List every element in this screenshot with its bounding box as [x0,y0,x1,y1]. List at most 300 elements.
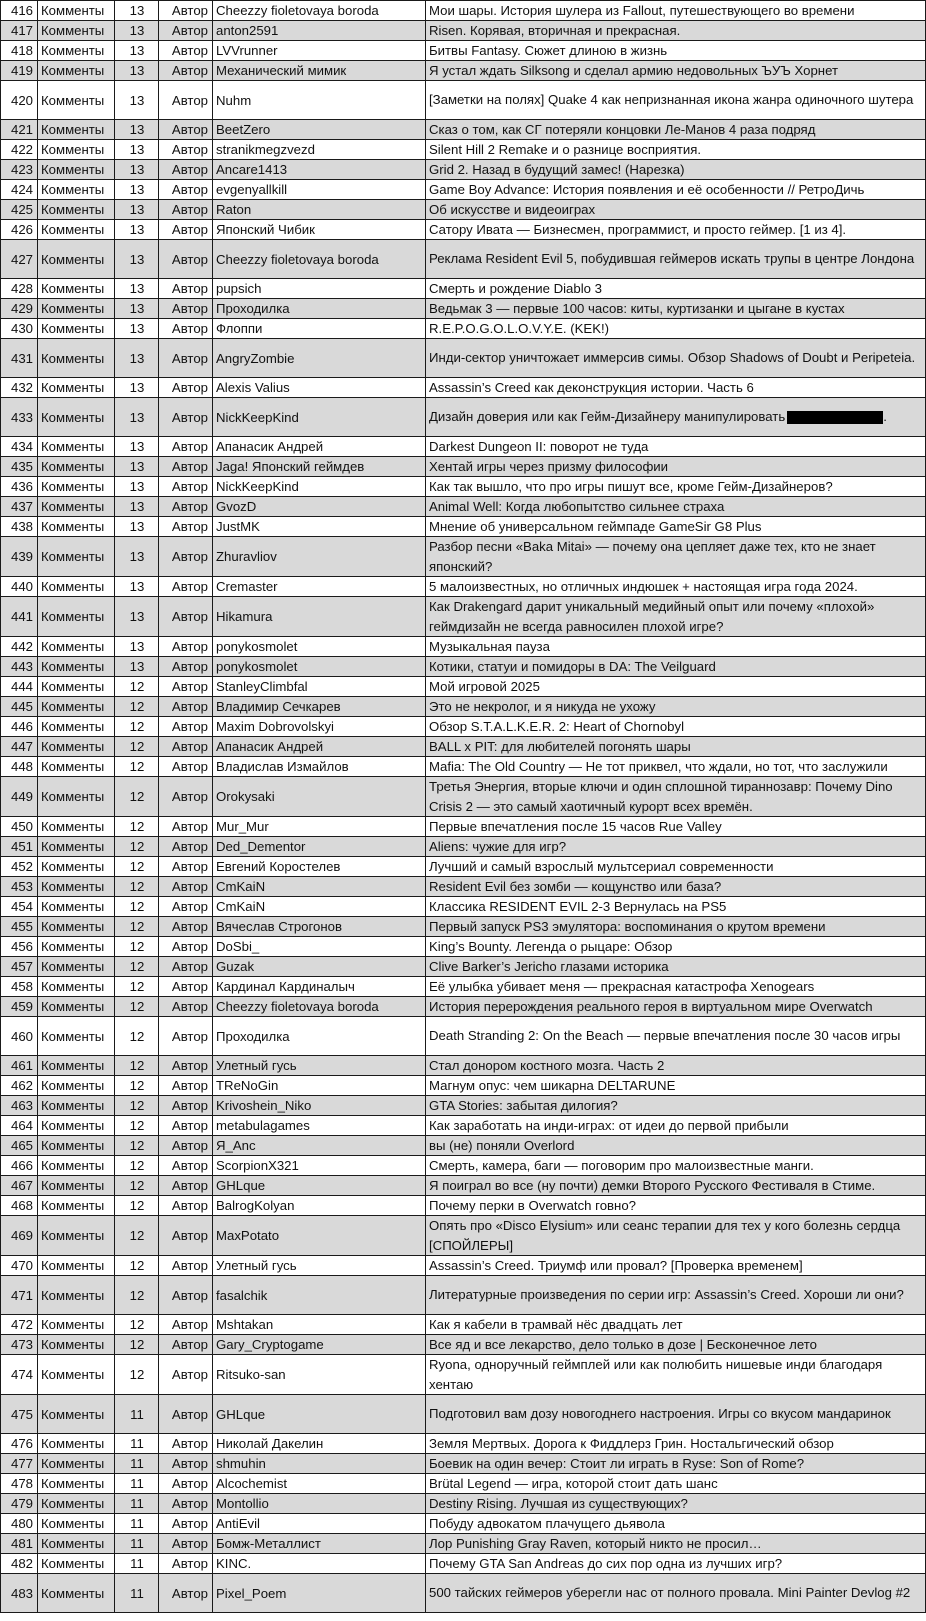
author-cell: Alcochemist [213,1474,426,1494]
rank-number: 482 [1,1554,38,1574]
table-row [1,240,926,279]
title-text: Почему перки в Overwatch говно? [429,1198,636,1213]
count-cell: 13 [115,537,159,577]
title-cell [426,837,926,857]
title-text: Resident Evil без зомби — кощунство или база? [429,879,722,894]
role-cell: Автор [159,1116,213,1136]
title-cell [426,637,926,657]
title-text: Mafia: The Old Country — Не тот приквел, что ждали, но тот, что заслужили [429,759,888,774]
category-cell: Комменты [38,757,115,777]
category-cell: Комменты [38,1136,115,1156]
author-cell: Maxim Dobrovolskyi [213,717,426,737]
table-row [1,1116,926,1136]
rank-number: 425 [1,200,38,220]
title-text: 5 малоизвестных, но отличных индюшек + настоящая игра года 2024. [429,579,858,594]
title-text: Смерть, камера, баги — поговорим про малоизвестные манги. [429,1158,814,1173]
author-cell: Cremaster [213,577,426,597]
author-cell: Флоппи [213,319,426,339]
role-cell: Автор [159,1196,213,1216]
rank-number: 449 [1,777,38,817]
count-cell: 11 [115,1494,159,1514]
category-cell: Комменты [38,837,115,857]
title-cell [426,697,926,717]
author-cell: ponykosmolet [213,657,426,677]
table-row [1,200,926,220]
category-cell: Комменты [38,517,115,537]
title-text: Почему GTA San Andreas до сих пор одна из лучших игр? [429,1556,783,1571]
count-cell: 11 [115,1574,159,1613]
table-row [1,1156,926,1176]
title-cell [426,1076,926,1096]
count-cell: 13 [115,200,159,220]
title-text: Побуду адвокатом плачущего дьявола [429,1516,666,1531]
rank-number: 451 [1,837,38,857]
title-cell [426,279,926,299]
table-row [1,81,926,120]
category-cell: Комменты [38,917,115,937]
title-cell [426,1216,926,1256]
role-cell: Автор [159,997,213,1017]
title-text: Котики, статуи и помидоры в DA: The Veilguard [429,659,716,674]
rank-number: 416 [1,1,38,21]
author-cell: Cheezzy fioletovaya boroda [213,240,426,279]
category-cell: Комменты [38,1494,115,1514]
table-row [1,597,926,637]
author-cell: GHLque [213,1176,426,1196]
author-cell: pupsich [213,279,426,299]
count-cell: 12 [115,1156,159,1176]
author-cell: AntiEvil [213,1514,426,1534]
role-cell: Автор [159,637,213,657]
table-row [1,957,926,977]
category-cell: Комменты [38,717,115,737]
title-cell [426,180,926,200]
role-cell: Автор [159,1176,213,1196]
title-cell [426,1395,926,1434]
author-cell: Raton [213,200,426,220]
title-cell [426,398,926,437]
title-text: Мой игровой 2025 [429,679,540,694]
count-cell: 13 [115,1,159,21]
count-cell: 12 [115,717,159,737]
count-cell: 11 [115,1395,159,1434]
title-cell [426,677,926,697]
author-cell: Ritsuko-san [213,1355,426,1395]
role-cell: Автор [159,877,213,897]
rank-number: 428 [1,279,38,299]
author-cell: Улетный гусь [213,1256,426,1276]
category-cell: Комменты [38,1454,115,1474]
category-cell: Комменты [38,1434,115,1454]
table-row [1,279,926,299]
count-cell: 11 [115,1534,159,1554]
rank-number: 434 [1,437,38,457]
count-cell: 13 [115,339,159,378]
title-text: Литературные произведения по серии игр: Assassin’s Creed. Хороши ли они? [429,1287,904,1303]
category-cell: Комменты [38,21,115,41]
rank-number: 439 [1,537,38,577]
author-cell: LVVrunner [213,41,426,61]
role-cell: Автор [159,837,213,857]
table-row [1,877,926,897]
title-text: Brütal Legend — игра, которой стоит дать шанс [429,1476,718,1491]
title-cell [426,517,926,537]
count-cell: 13 [115,61,159,81]
category-cell: Комменты [38,1276,115,1315]
title-cell [426,917,926,937]
category-cell: Комменты [38,1,115,21]
title-text: История перерождения реального героя в виртуальном мире Overwatch [429,999,873,1014]
table-row [1,657,926,677]
rank-number: 460 [1,1017,38,1056]
author-cell: Gary_Cryptogame [213,1335,426,1355]
title-cell [426,577,926,597]
table-row [1,997,926,1017]
table-row [1,61,926,81]
table-row [1,1196,926,1216]
role-cell: Автор [159,299,213,319]
category-cell: Комменты [38,1395,115,1434]
title-text: Я устал ждать Silksong и сделал армию недовольных ЪУЪ Хорнет [429,63,839,78]
title-cell [426,717,926,737]
category-cell: Комменты [38,1116,115,1136]
count-cell: 12 [115,1096,159,1116]
table-row [1,477,926,497]
count-cell: 13 [115,81,159,120]
role-cell: Автор [159,1315,213,1335]
table-body [1,1,926,1613]
category-cell: Комменты [38,677,115,697]
title-cell [426,817,926,837]
author-cell: fasalchik [213,1276,426,1315]
title-text: Разбор песни «Baka Mitai» — почему она цепляет даже тех, кто не знает японский? [429,539,876,574]
role-cell: Автор [159,339,213,378]
table-row [1,1136,926,1156]
category-cell: Комменты [38,997,115,1017]
category-cell: Комменты [38,398,115,437]
rank-number: 450 [1,817,38,837]
table-row [1,378,926,398]
role-cell: Автор [159,1335,213,1355]
rank-number: 477 [1,1454,38,1474]
count-cell: 12 [115,957,159,977]
table-row [1,717,926,737]
category-cell: Комменты [38,1514,115,1534]
rank-number: 423 [1,160,38,180]
title-cell [426,1017,926,1056]
table-row [1,1395,926,1434]
title-cell [426,497,926,517]
rank-number: 469 [1,1216,38,1256]
title-text: BALL x PIT: для любителей погонять шары [429,739,691,754]
category-cell: Комменты [38,657,115,677]
count-cell: 12 [115,977,159,997]
count-cell: 13 [115,140,159,160]
table-row [1,1315,926,1335]
table-row [1,1574,926,1613]
author-cell: Бомж-Металлист [213,1534,426,1554]
category-cell: Комменты [38,1156,115,1176]
category-cell: Комменты [38,220,115,240]
count-cell: 13 [115,637,159,657]
count-cell: 13 [115,657,159,677]
title-text: Первые впечатления после 15 часов Rue Valley [429,819,722,834]
title-cell [426,319,926,339]
role-cell: Автор [159,597,213,637]
category-cell: Комменты [38,1056,115,1076]
title-text: Risen. Корявая, вторичная и прекрасная. [429,23,681,38]
category-cell: Комменты [38,597,115,637]
title-cell [426,1196,926,1216]
category-cell: Комменты [38,1534,115,1554]
count-cell: 12 [115,677,159,697]
title-text: Опять про «Disco Elysium» или сеанс терапии для тех у кого болезнь сердца [СПОЙЛЕРЫ] [429,1218,901,1253]
table-row [1,1216,926,1256]
title-cell [426,1494,926,1514]
category-cell: Комменты [38,1216,115,1256]
table-row [1,437,926,457]
title-text: Классика RESIDENT EVIL 2-3 Вернулась на PS5 [429,899,727,914]
title-cell [426,1096,926,1116]
title-text: Game Boy Advance: История появления и её особенности // РетроДичь [429,182,865,197]
rank-number: 465 [1,1136,38,1156]
role-cell: Автор [159,1216,213,1256]
role-cell: Автор [159,777,213,817]
table-row [1,160,926,180]
table-row [1,1256,926,1276]
title-cell [426,1136,926,1156]
author-cell: Mur_Mur [213,817,426,837]
rank-number: 453 [1,877,38,897]
title-cell [426,61,926,81]
rank-number: 473 [1,1335,38,1355]
table-row [1,180,926,200]
author-cell: Кардинал Кардиналыч [213,977,426,997]
category-cell: Комменты [38,697,115,717]
rank-number: 441 [1,597,38,637]
title-text: Дизайн доверия или как Гейм-Дизайнеру манипулировать [429,409,786,425]
role-cell: Автор [159,398,213,437]
role-cell: Автор [159,1355,213,1395]
table-row [1,339,926,378]
title-cell [426,977,926,997]
title-text: Стал донором костного мозга. Часть 2 [429,1058,665,1073]
author-cell: Японский Чибик [213,220,426,240]
rank-number: 483 [1,1574,38,1613]
title-cell [426,120,926,140]
rank-number: 418 [1,41,38,61]
table-row [1,677,926,697]
count-cell: 12 [115,1017,159,1056]
role-cell: Автор [159,657,213,677]
category-cell: Комменты [38,897,115,917]
category-cell: Комменты [38,737,115,757]
category-cell: Комменты [38,200,115,220]
author-cell: Montollio [213,1494,426,1514]
title-cell [426,1554,926,1574]
title-text: Лучший и самый взрослый мультсериал современности [429,859,774,874]
role-cell: Автор [159,1395,213,1434]
count-cell: 13 [115,319,159,339]
author-cell: Николай Дакелин [213,1434,426,1454]
author-cell: NickKeepKind [213,477,426,497]
rank-number: 424 [1,180,38,200]
role-cell: Автор [159,1454,213,1474]
table-row [1,1434,926,1454]
category-cell: Комменты [38,1076,115,1096]
role-cell: Автор [159,81,213,120]
author-cell: Апанасик Андрей [213,437,426,457]
rank-number: 431 [1,339,38,378]
rank-number: 436 [1,477,38,497]
role-cell: Автор [159,1434,213,1454]
category-cell: Комменты [38,180,115,200]
role-cell: Автор [159,857,213,877]
author-cell: Проходилка [213,299,426,319]
count-cell: 11 [115,1474,159,1494]
role-cell: Автор [159,457,213,477]
table-row [1,497,926,517]
title-cell [426,1056,926,1076]
table-row [1,837,926,857]
title-cell [426,1474,926,1494]
author-cell: Ded_Dementor [213,837,426,857]
title-text: Инди-сектор уничтожает иммерсив симы. Обзор Shadows of Doubt и Peripeteia. [429,350,916,366]
author-cell: evgenyallkill [213,180,426,200]
count-cell: 13 [115,21,159,41]
author-cell: metabulagames [213,1116,426,1136]
count-cell: 12 [115,1136,159,1156]
count-cell: 12 [115,837,159,857]
table-row [1,517,926,537]
title-text: Death Stranding 2: On the Beach — первые впечатления после 30 часов игры [429,1028,901,1044]
table-row [1,1514,926,1534]
count-cell: 13 [115,299,159,319]
category-cell: Комменты [38,160,115,180]
title-cell [426,1,926,21]
title-text: Магнум опус: чем шикарна DELTARUNE [429,1078,676,1093]
title-cell [426,1434,926,1454]
author-cell: JustMK [213,517,426,537]
table-row [1,21,926,41]
count-cell: 13 [115,577,159,597]
table-row [1,1076,926,1096]
rank-number: 464 [1,1116,38,1136]
title-text: Третья Энергия, вторые ключи и один сплошной тираннозавр: Почему Dino Crisis 2 — это самый хаотичный курорт всех времён. [429,779,893,814]
table-row [1,140,926,160]
count-cell: 12 [115,937,159,957]
author-cell: TReNoGin [213,1076,426,1096]
count-cell: 12 [115,1256,159,1276]
title-text: Реклама Resident Evil 5, побудившая геймеров искать трупы в центре Лондона [429,251,915,267]
count-cell: 12 [115,817,159,837]
rank-number: 458 [1,977,38,997]
rank-number: 456 [1,937,38,957]
role-cell: Автор [159,180,213,200]
count-cell: 11 [115,1554,159,1574]
count-cell: 12 [115,1315,159,1335]
author-cell: Евгений Коростелев [213,857,426,877]
rank-number: 419 [1,61,38,81]
rank-number: 478 [1,1474,38,1494]
rank-number: 430 [1,319,38,339]
title-text: Сказ о том, как СГ потеряли концовки Ле-Манов 4 раза подряд [429,122,816,137]
title-cell [426,737,926,757]
title-text: Как заработать на инди-играх: от идеи до первой прибыли [429,1118,789,1133]
rank-number: 420 [1,81,38,120]
count-cell: 12 [115,1335,159,1355]
category-cell: Комменты [38,1196,115,1216]
category-cell: Комменты [38,279,115,299]
title-cell [426,437,926,457]
table-row [1,1494,926,1514]
title-text: Как Drakengard дарит уникальный медийный опыт или почему «плохой» геймдизайн не всегда равносилен плохой игре? [429,599,875,634]
table-row [1,917,926,937]
title-cell [426,1256,926,1276]
rank-number: 462 [1,1076,38,1096]
count-cell: 12 [115,1056,159,1076]
count-cell: 13 [115,279,159,299]
role-cell: Автор [159,1096,213,1116]
role-cell: Автор [159,957,213,977]
count-cell: 13 [115,240,159,279]
title-cell [426,657,926,677]
rank-number: 471 [1,1276,38,1315]
role-cell: Автор [159,577,213,597]
title-text: Ryona, одноручный геймплей или как полюбить нишевые инди благодаря хентаю [429,1357,883,1392]
rank-number: 417 [1,21,38,41]
count-cell: 13 [115,477,159,497]
title-cell [426,957,926,977]
category-cell: Комменты [38,877,115,897]
category-cell: Комменты [38,577,115,597]
category-cell: Комменты [38,81,115,120]
author-cell: Hikamura [213,597,426,637]
role-cell: Автор [159,1574,213,1613]
author-cell: Guzak [213,957,426,977]
rank-number: 472 [1,1315,38,1335]
title-cell [426,299,926,319]
author-cell: GHLque [213,1395,426,1434]
category-cell: Комменты [38,437,115,457]
role-cell: Автор [159,41,213,61]
table-row [1,777,926,817]
rank-number: 426 [1,220,38,240]
author-cell: Zhuravliov [213,537,426,577]
title-text: Земля Мертвых. Дорога к Фиддлерз Грин. Ностальгический обзор [429,1436,834,1451]
author-cell: Pixel_Poem [213,1574,426,1613]
title-cell [426,21,926,41]
rank-number: 444 [1,677,38,697]
rank-number: 480 [1,1514,38,1534]
category-cell: Комменты [38,977,115,997]
title-suffix: . [883,409,887,425]
author-cell: BeetZero [213,120,426,140]
role-cell: Автор [159,1554,213,1574]
count-cell: 13 [115,160,159,180]
count-cell: 13 [115,41,159,61]
table-row [1,857,926,877]
count-cell: 12 [115,1216,159,1256]
title-text: Darkest Dungeon II: поворот не туда [429,439,649,454]
author-cell: Cheezzy fioletovaya boroda [213,997,426,1017]
category-cell: Комменты [38,140,115,160]
table-row [1,1056,926,1076]
count-cell: 13 [115,497,159,517]
author-cell: Jaga! Японский геймдев [213,457,426,477]
title-cell [426,1454,926,1474]
title-cell [426,81,926,120]
